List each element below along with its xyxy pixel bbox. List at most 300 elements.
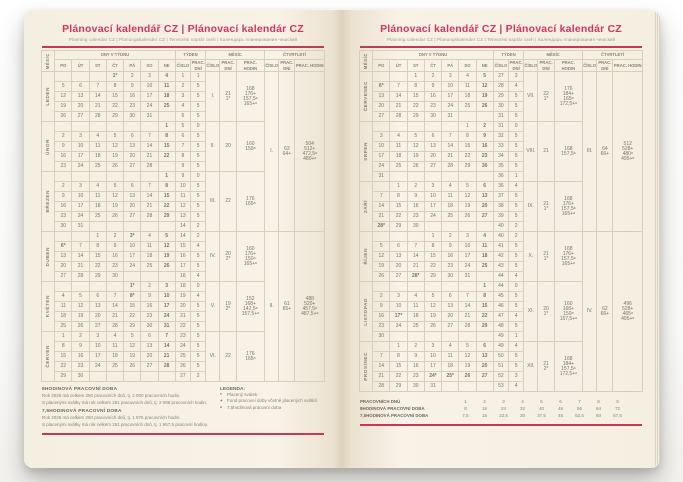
week-number-cell: 20 (175, 302, 190, 312)
day-cell (106, 172, 123, 182)
day-cell: 1 (390, 182, 407, 192)
month-column-header-label: MĚSÍC (363, 52, 369, 70)
day-cell: 11 (442, 192, 459, 202)
sub-header: ČÍSLO (265, 60, 279, 72)
week-number-cell: 17 (175, 262, 190, 272)
month-number-cell: III. (206, 172, 220, 232)
month-number-cell: IV. (206, 232, 220, 282)
month-workdays-cell: 21 1* (538, 182, 554, 232)
sub-header: PRAC. DNÍ (539, 60, 553, 71)
day-cell: 13 (89, 302, 106, 312)
day-cell: 26 (106, 162, 123, 172)
day-cell: 10 (424, 352, 441, 362)
day-cell (124, 222, 141, 232)
day-cell: 5 (158, 232, 175, 242)
week-workdays-cell: 5 (191, 152, 206, 162)
day-cell: 23 (407, 372, 424, 382)
day-cell: 31 (141, 112, 158, 122)
week-number-cell: 53 (493, 382, 508, 392)
day-cell: 2 (407, 342, 424, 352)
day-cell: 25 (459, 102, 476, 112)
day-cell: 19 (459, 362, 476, 372)
week-workdays-cell: 1 (509, 172, 524, 182)
conversion-value: 67,5 (613, 413, 622, 418)
sub-header: PRAC. DNÍ (191, 60, 205, 71)
day-cell: 18 (442, 202, 459, 212)
day-cell: 17 (459, 252, 476, 262)
day-cell: 6 (89, 292, 106, 302)
day-cell (158, 112, 175, 122)
day-cell (424, 282, 441, 292)
week-workdays-cell: 5 (509, 202, 524, 212)
quarter-number-cell: II. (265, 232, 279, 382)
conversion-value: 15 (481, 413, 487, 418)
day-cell: 16 (476, 142, 493, 152)
week-workdays-cell: 5 (191, 132, 206, 142)
sub-header: PRAC. HODIN (613, 60, 643, 72)
week-workdays-cell: 0 (191, 172, 206, 182)
week-number-cell: 18 (175, 282, 190, 292)
day-cell: 17 (124, 252, 141, 262)
day-cell (442, 282, 459, 292)
day-cell: 10 (89, 342, 106, 352)
day-cell: 20 (476, 362, 493, 372)
week-workdays-cell: 4 (509, 312, 524, 322)
day-cell: 23 (72, 362, 89, 372)
day-cell: 24 (72, 212, 89, 222)
week-workdays-cell: 5 (191, 362, 206, 372)
day-cell: 28 (141, 212, 158, 222)
day-cell: 2 (424, 72, 441, 82)
day-cell: 29 (106, 112, 123, 122)
day-cell: 1* (124, 282, 141, 292)
week-number-cell: 27 (175, 372, 190, 382)
day-cell: 2 (55, 132, 72, 142)
day-cell: 9 (55, 142, 72, 152)
month-name-label: LISTOPAD (362, 297, 368, 326)
sub-header: PRAC. DNÍ (598, 60, 612, 71)
day-cell (476, 382, 493, 392)
week-workdays-cell: 4 (509, 182, 524, 192)
day-cell: 31 (158, 322, 175, 332)
day-cell (55, 72, 72, 82)
week-number-cell: 13 (175, 212, 190, 222)
week-number-cell: 45 (493, 292, 508, 302)
day-cell: 31 (72, 222, 89, 232)
day-cell: 20 (373, 102, 390, 112)
day-cell: 20 (424, 152, 441, 162)
left-page (24, 10, 342, 468)
day-cell: 9 (407, 192, 424, 202)
legend-symbol: + (220, 398, 223, 404)
day-cell: 3 (424, 182, 441, 192)
month-number-cell: VII. (524, 72, 538, 122)
footer-title-8h: 8HODINOVÁ PRACOVNÍ DOBA (42, 387, 118, 392)
day-cell: 9 (124, 82, 141, 92)
day-cell: 20 (476, 202, 493, 212)
day-cell: 19 (124, 352, 141, 362)
day-cell: 15 (158, 142, 175, 152)
footer-line: Rok 2026 má celkem 250 pracovních dnů, tj. 2 000 pracovních hodin. (42, 393, 181, 398)
day-cell: 6* (55, 242, 72, 252)
day-cell: 25 (158, 102, 175, 112)
day-cell: 4 (476, 232, 493, 242)
day-cell: 13 (124, 192, 141, 202)
day-cell: 29 (390, 382, 407, 392)
day-cell: 3 (424, 342, 441, 352)
conversion-value: 1 (464, 399, 467, 404)
day-cell: 3 (72, 182, 89, 192)
day-cell: 21 (442, 152, 459, 162)
day-cell: 15 (476, 302, 493, 312)
day-cell: 28 (442, 162, 459, 172)
red-rule (42, 46, 324, 48)
week-number-cell: 31 (493, 112, 508, 122)
month-name-label: ČERVEN (44, 345, 50, 368)
day-cell: 30 (106, 272, 123, 282)
day-cell: 9 (72, 342, 89, 352)
day-cell: 6 (476, 342, 493, 352)
day-cell: 14 (158, 342, 175, 352)
day-cell: 29 (158, 212, 175, 222)
days-group-header: DNY V TÝDNU (55, 51, 176, 60)
day-cell: 11 (476, 242, 493, 252)
day-cell (72, 172, 89, 182)
day-cell: 2 (407, 182, 424, 192)
day-cell: 24 (390, 322, 407, 332)
day-cell (106, 222, 123, 232)
sub-header: PRAC. DNÍ (221, 60, 235, 71)
day-name-header: ČT (424, 60, 441, 72)
day-cell: 6 (141, 332, 158, 342)
quarter-number-cell: III. (583, 72, 597, 232)
day-cell: 28 (158, 362, 175, 372)
day-cell: 8* (124, 292, 141, 302)
page-subtitle: Planning calendar CZ | Planungskalender CZ | Tervezési naptár cseh | Календарь планирования чешский (386, 37, 616, 42)
day-cell: 26 (106, 212, 123, 222)
month-workdays-cell: 21 1* (538, 232, 554, 282)
day-cell (390, 232, 407, 242)
day-cell: 11 (158, 82, 175, 92)
day-cell: 2 (124, 72, 141, 82)
day-cell: 11 (89, 192, 106, 202)
day-cell: 13 (124, 142, 141, 152)
week-workdays-cell: 5 (509, 132, 524, 142)
legend-symbol: ᵃ (220, 404, 222, 410)
week-workdays-cell: 2 (191, 372, 206, 382)
month-group-header: MĚSÍC (206, 51, 265, 60)
day-cell (106, 282, 123, 292)
day-name-header: ST (89, 60, 106, 72)
day-cell: 6 (442, 292, 459, 302)
day-cell: 28* (407, 272, 424, 282)
conversion-row-label: 8HODINOVÁ PRACOVNÍ DOBA (360, 406, 425, 411)
week-number-cell: 24 (175, 342, 190, 352)
conversion-row-label: PRACOVNÍCH DNŮ (360, 399, 401, 404)
day-cell (476, 172, 493, 182)
conversion-value: 32 (519, 406, 525, 411)
day-cell: 27 (476, 372, 493, 382)
month-workhours-cell: 176 165ᵃ (236, 332, 264, 382)
days-group-header: DNY V TÝDNU (373, 51, 494, 60)
day-cell: 16 (442, 252, 459, 262)
month-workdays-cell: 21 2* (538, 342, 554, 392)
week-workdays-cell: 2 (191, 232, 206, 242)
day-cell: 18 (55, 312, 72, 322)
day-cell: 29 (459, 162, 476, 172)
day-cell: 18 (141, 252, 158, 262)
day-cell: 8 (158, 182, 175, 192)
day-cell: 11 (390, 142, 407, 152)
quarter-group-header: ČTVRTLETÍ (583, 51, 643, 60)
day-cell: 29 (407, 112, 424, 122)
week-number-cell: 43 (493, 262, 508, 272)
day-cell: 16 (55, 152, 72, 162)
day-cell: 9 (373, 302, 390, 312)
day-cell: 14 (141, 142, 158, 152)
day-cell: 18 (407, 312, 424, 322)
day-cell (442, 382, 459, 392)
day-cell (442, 222, 459, 232)
day-cell: 5 (106, 182, 123, 192)
day-cell: 19 (459, 202, 476, 212)
conversion-value: 5 (540, 399, 543, 404)
day-cell: 3 (442, 72, 459, 82)
month-workhours-cell: 160 150ᵃ (236, 122, 264, 172)
week-workdays-cell: 4 (509, 342, 524, 352)
day-cell (89, 122, 106, 132)
day-cell: 21 (390, 102, 407, 112)
day-cell: 27 (72, 112, 89, 122)
day-cell: 21 (106, 312, 123, 322)
day-cell: 19 (158, 252, 175, 262)
week-workdays-cell: 5 (509, 102, 524, 112)
day-cell (390, 72, 407, 82)
day-cell (55, 172, 72, 182)
day-cell: 3 (89, 332, 106, 342)
day-cell: 6 (72, 82, 89, 92)
day-cell: 19 (72, 312, 89, 322)
day-cell (141, 272, 158, 282)
day-cell (459, 172, 476, 182)
month-name-label: DUBEN (44, 246, 50, 267)
day-cell: 10 (158, 292, 175, 302)
day-cell: 12 (373, 252, 390, 262)
day-cell: 23 (373, 322, 390, 332)
day-cell: 27 (390, 272, 407, 282)
day-cell: 16 (407, 362, 424, 372)
day-name-header: ST (407, 60, 424, 72)
week-workdays-cell: 5 (509, 252, 524, 262)
day-cell: 13 (390, 252, 407, 262)
day-cell (72, 232, 89, 242)
quarter-number-cell: IV. (583, 232, 597, 392)
day-cell (158, 272, 175, 282)
day-cell: 22 (476, 312, 493, 322)
day-cell: 9 (424, 82, 441, 92)
week-workdays-cell: 5 (509, 152, 524, 162)
conversion-value: 72 (614, 406, 620, 411)
day-cell (89, 282, 106, 292)
day-cell: 23 (424, 102, 441, 112)
day-cell: 17 (442, 92, 459, 102)
day-cell: 12 (158, 242, 175, 252)
day-cell (459, 282, 476, 292)
day-cell: 19 (106, 152, 123, 162)
quarter-workhours-cell: 488 520+ 457,5ᵃ 487,5+ᵃ (295, 232, 325, 382)
day-cell: 5 (424, 292, 441, 302)
day-cell: 9 (407, 352, 424, 362)
day-cell (390, 122, 407, 132)
week-group-header: TÝDEN (175, 51, 205, 60)
day-cell: 26 (459, 372, 476, 382)
day-cell: 14 (373, 202, 390, 212)
day-cell: 28* (373, 222, 390, 232)
day-cell (442, 122, 459, 132)
week-number-cell: 7 (175, 142, 190, 152)
week-workdays-cell: 5 (509, 142, 524, 152)
day-cell (89, 372, 106, 382)
week-number-cell: 3 (175, 92, 190, 102)
sub-header: PRAC. HODIN (295, 60, 325, 72)
day-cell: 6 (476, 182, 493, 192)
week-workdays-cell: 2 (191, 222, 206, 232)
day-cell: 26 (424, 322, 441, 332)
red-underline (360, 424, 642, 426)
week-workdays-cell: 1 (509, 332, 524, 342)
day-cell: 5 (407, 132, 424, 142)
month-name-cell (360, 122, 373, 182)
day-cell: 17 (141, 92, 158, 102)
day-cell: 13 (55, 252, 72, 262)
week-number-cell: 49 (493, 342, 508, 352)
month-name-cell (42, 72, 55, 122)
week-workdays-cell: 4 (191, 272, 206, 282)
day-cell: 30 (124, 112, 141, 122)
day-cell: 22 (55, 362, 72, 372)
day-cell (124, 172, 141, 182)
day-cell: 27 (476, 212, 493, 222)
day-cell: 6 (124, 182, 141, 192)
week-workdays-cell: 4 (509, 82, 524, 92)
day-cell: 7 (459, 292, 476, 302)
month-column-header (360, 51, 373, 72)
week-number-cell: 9 (175, 172, 190, 182)
day-cell: 10 (124, 242, 141, 252)
day-cell: 8 (89, 242, 106, 252)
day-cell: 11 (55, 302, 72, 312)
day-cell: 16 (407, 202, 424, 212)
day-cell: 21 (373, 212, 390, 222)
day-cell (424, 222, 441, 232)
week-number-cell: 5 (175, 112, 190, 122)
day-cell (459, 332, 476, 342)
day-name-header: ČT (106, 60, 123, 72)
day-cell: 7 (141, 132, 158, 142)
day-cell (424, 332, 441, 342)
day-cell: 22 (89, 262, 106, 272)
day-cell: 30 (407, 222, 424, 232)
week-row (42, 232, 325, 242)
day-cell (373, 72, 390, 82)
month-workhours-cell: 168 176+ 157,5ᵃ 165+ᵃ (554, 182, 582, 232)
conversion-value: 4 (521, 399, 524, 404)
week-number-cell: 21 (175, 312, 190, 322)
week-number-cell: 33 (493, 142, 508, 152)
week-number-cell: 19 (175, 292, 190, 302)
day-cell: 20 (124, 152, 141, 162)
month-workdays-cell: 20 2* (220, 232, 236, 282)
week-workdays-cell: 5 (191, 112, 206, 122)
week-number-cell: 2 (175, 82, 190, 92)
day-cell: 16 (124, 92, 141, 102)
day-cell: 24 (158, 312, 175, 322)
day-cell: 4 (442, 182, 459, 192)
day-cell: 7 (373, 192, 390, 202)
day-cell: 20 (124, 202, 141, 212)
month-name-label: SRPEN (362, 142, 368, 161)
day-cell (141, 122, 158, 132)
month-name-cell (360, 342, 373, 392)
week-number-cell: 47 (493, 312, 508, 322)
day-cell: 8 (424, 242, 441, 252)
day-cell (72, 72, 89, 82)
sub-header: ČÍSLO (175, 60, 190, 72)
day-cell: 8 (106, 82, 123, 92)
day-cell (72, 122, 89, 132)
day-cell: 19 (407, 152, 424, 162)
day-cell: 9 (442, 242, 459, 252)
red-underline (42, 433, 324, 435)
legend-text: Placený svátek (227, 392, 258, 397)
left-footer (42, 387, 324, 428)
day-cell: 28 (89, 112, 106, 122)
month-workdays-cell: 22 1* (538, 72, 554, 122)
day-cell: 28 (72, 272, 89, 282)
day-cell: 19 (373, 262, 390, 272)
quarter-workhours-cell: 512 528+ 480ᵃ 495+ᵃ (613, 72, 643, 232)
day-cell: 28 (459, 322, 476, 332)
quarter-group-header: ČTVRTLETÍ (265, 51, 325, 60)
week-workdays-cell: 5 (509, 322, 524, 332)
day-cell: 1 (158, 172, 175, 182)
day-cell: 15 (424, 252, 441, 262)
day-cell: 15 (390, 362, 407, 372)
day-cell: 10 (141, 82, 158, 92)
day-cell: 23 (407, 212, 424, 222)
working-days-conversion-table (360, 398, 627, 419)
day-cell: 1 (459, 122, 476, 132)
day-cell: 27 (124, 212, 141, 222)
day-cell: 10 (72, 192, 89, 202)
day-cell: 17* (390, 312, 407, 322)
legend-item (220, 405, 324, 411)
day-cell: 15 (106, 92, 123, 102)
day-cell: 1* (106, 72, 123, 82)
day-cell: 8 (158, 132, 175, 142)
day-cell: 11 (407, 302, 424, 312)
day-cell: 13 (373, 92, 390, 102)
day-cell: 7 (407, 242, 424, 252)
day-name-header: PO (55, 60, 72, 72)
month-workhours-cell: 176 184+ 165ᵃ 172,5+ᵃ (554, 72, 582, 122)
week-number-cell: 36 (493, 182, 508, 192)
month-workhours-cell: 168 184+ 157,5ᵃ 172,5+ᵃ (554, 342, 582, 392)
day-cell: 1 (158, 122, 175, 132)
day-cell (407, 332, 424, 342)
day-cell: 26 (407, 162, 424, 172)
day-cell: 25 (442, 212, 459, 222)
